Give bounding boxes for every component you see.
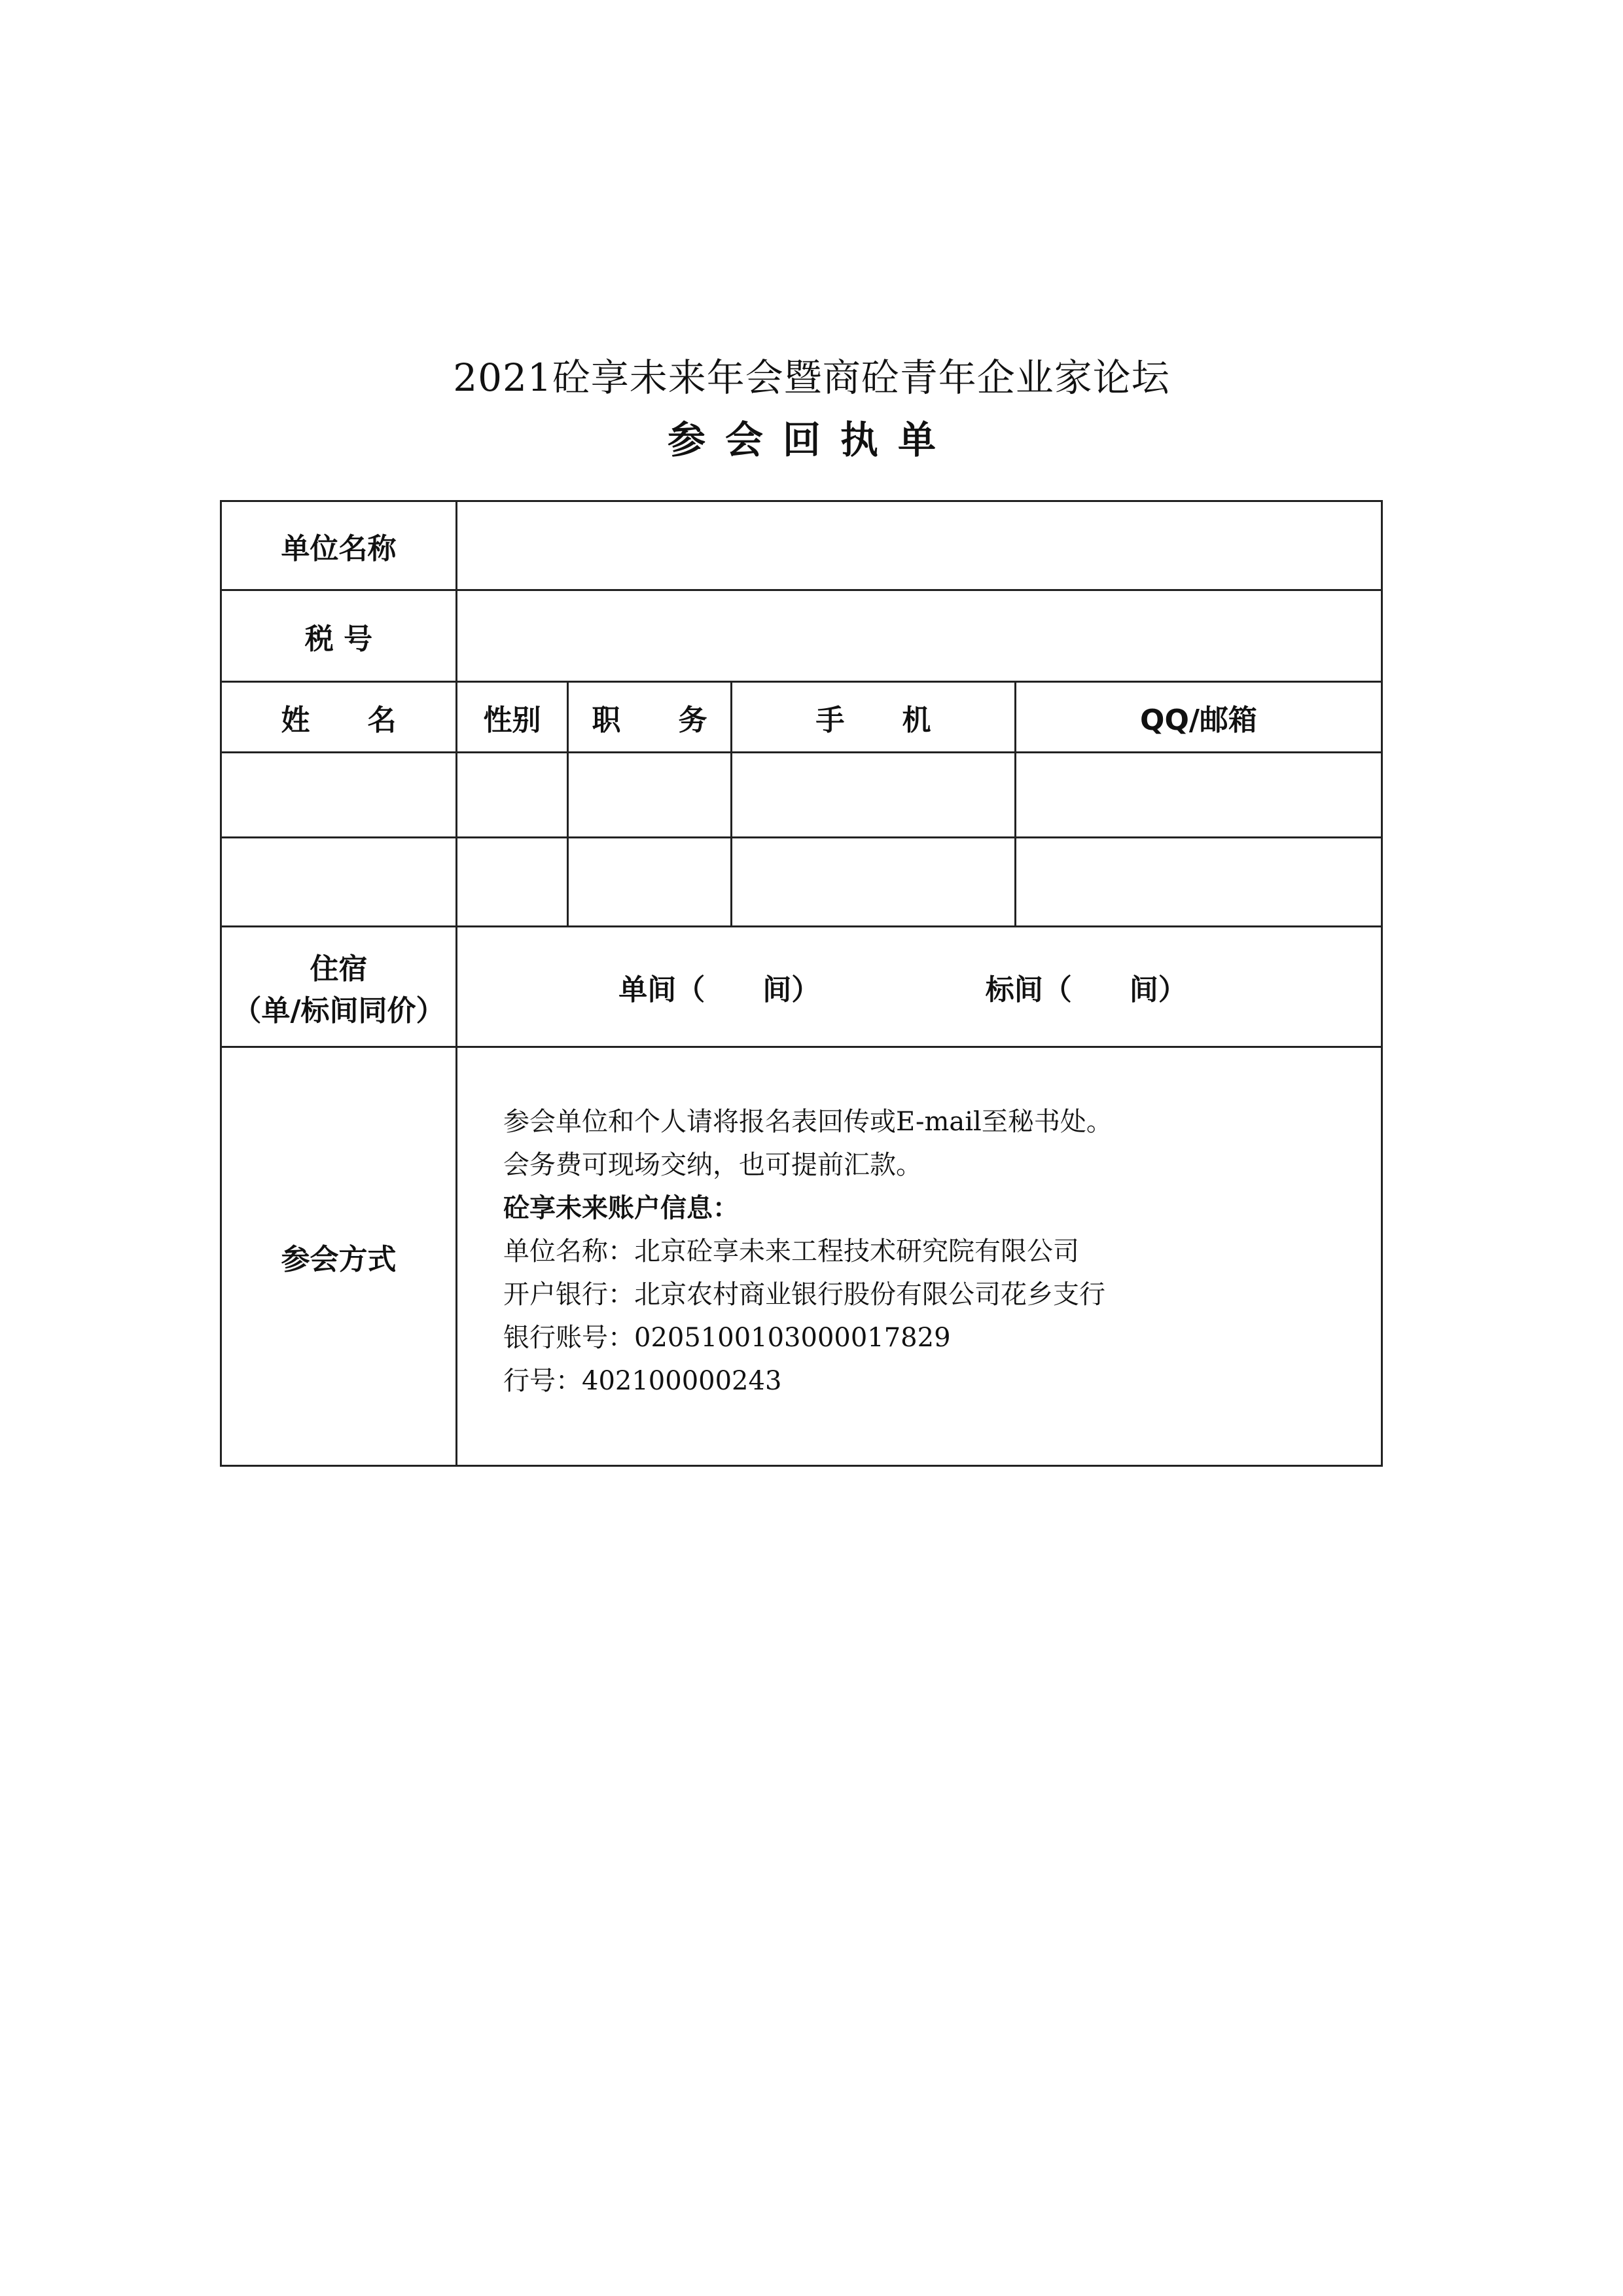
attendee-name-cell[interactable] bbox=[221, 753, 457, 838]
attendee-row bbox=[221, 838, 1382, 927]
bank-code: 行号：402100000243 bbox=[503, 1366, 782, 1396]
account-unit-name: 单位名称：北京砼享未来工程技术研究院有限公司 bbox=[503, 1236, 1079, 1266]
attendee-header-row bbox=[221, 682, 1382, 753]
attendee-position-cell[interactable] bbox=[568, 838, 732, 927]
attendee-position-cell[interactable] bbox=[568, 753, 732, 838]
participation-method-label: 参会方式 bbox=[221, 1047, 457, 1466]
method-line: 参会单位和个人请将报名表回传或E-mail至秘书处。 bbox=[503, 1107, 1113, 1137]
lodging-label-line1: 住宿 bbox=[310, 952, 368, 986]
column-header-gender: 性别 bbox=[457, 682, 568, 753]
column-header-name: 姓 名 bbox=[221, 682, 457, 753]
column-header-position: 职 务 bbox=[568, 682, 732, 753]
attendee-mobile-cell[interactable] bbox=[732, 838, 1016, 927]
attendee-mobile-cell[interactable] bbox=[732, 753, 1016, 838]
lodging-options bbox=[457, 927, 1382, 1047]
participation-method-row bbox=[221, 1047, 1382, 1466]
tax-number-row bbox=[221, 590, 1382, 682]
tax-number-label: 税 号 bbox=[221, 590, 457, 682]
participation-method-info bbox=[457, 1047, 1382, 1466]
unit-name-label: 单位名称 bbox=[221, 501, 457, 590]
attendee-row bbox=[221, 753, 1382, 838]
lodging-label bbox=[221, 927, 457, 1047]
document-title: 2021砼享未来年会暨商砼青年企业家论坛 bbox=[453, 355, 1170, 400]
attendee-gender-cell[interactable] bbox=[457, 753, 568, 838]
twin-room-option[interactable]: 标间（ 间） bbox=[985, 973, 1187, 1007]
registration-form bbox=[220, 500, 1383, 1467]
lodging-label-line2: （单/标间同价） bbox=[232, 994, 445, 1028]
column-header-qq-email: QQ/邮箱 bbox=[1016, 682, 1382, 753]
unit-name-row bbox=[221, 501, 1382, 590]
document-subtitle: 参会回执单 bbox=[667, 418, 955, 462]
attendee-gender-cell[interactable] bbox=[457, 838, 568, 927]
attendee-name-cell[interactable] bbox=[221, 838, 457, 927]
attendee-email-cell[interactable] bbox=[1016, 838, 1382, 927]
lodging-row bbox=[221, 927, 1382, 1047]
attendee-email-cell[interactable] bbox=[1016, 753, 1382, 838]
single-room-option[interactable]: 单间（ 间） bbox=[618, 973, 821, 1007]
tax-number-field[interactable] bbox=[457, 590, 1382, 682]
method-line: 会务费可现场交纳，也可提前汇款。 bbox=[503, 1150, 922, 1180]
account-number: 银行账号：0205100103000017829 bbox=[503, 1323, 951, 1353]
account-bank: 开户银行：北京农村商业银行股份有限公司花乡支行 bbox=[503, 1280, 1105, 1310]
unit-name-field[interactable] bbox=[457, 501, 1382, 590]
column-header-mobile: 手 机 bbox=[732, 682, 1016, 753]
account-heading: 砼享未来账户信息： bbox=[503, 1193, 739, 1223]
